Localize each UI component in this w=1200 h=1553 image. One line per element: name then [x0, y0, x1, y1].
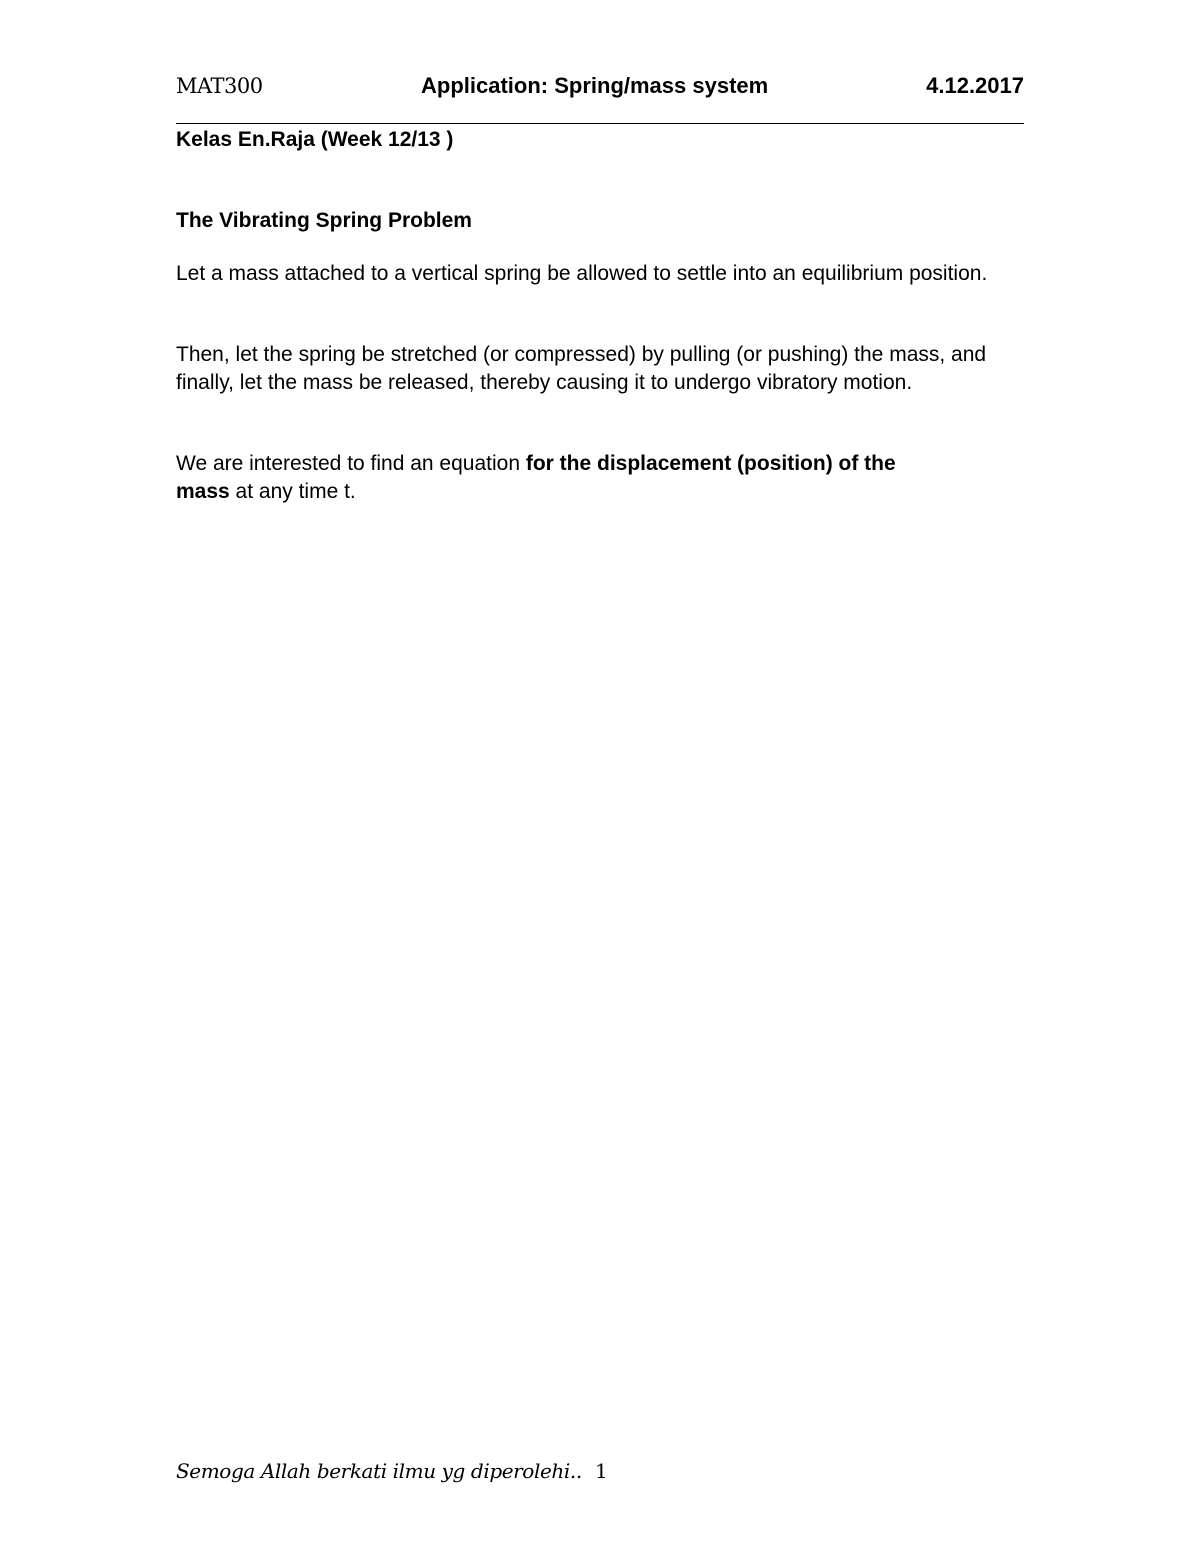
- paragraph-objective: [176, 450, 1006, 505]
- header-date: 4.12.2017: [926, 73, 1024, 98]
- section-title: The Vibrating Spring Problem: [176, 209, 472, 232]
- page-number: 1: [595, 1459, 608, 1483]
- page-header: [176, 70, 1024, 102]
- course-code: MAT300: [176, 74, 263, 98]
- page-footer: [176, 1454, 776, 1488]
- class-subheading: Kelas En.Raja (Week 12/13 ): [176, 128, 454, 151]
- paragraph-release: Then, let the spring be stretched (or compressed) by pulling (or pushing) the mass, and finally, let the mass be released, thereby causing it to undergo vibratory motion.: [176, 343, 987, 394]
- paragraph-equilibrium: Let a mass attached to a vertical spring be allowed to settle into an equilibrium position.: [176, 262, 988, 285]
- header-divider: [176, 123, 1024, 124]
- header-title: Application: Spring/mass system: [421, 73, 769, 98]
- objective-suffix: at any time t.: [229, 479, 356, 503]
- objective-bold-mass: mass: [176, 479, 230, 503]
- objective-prefix: We are interested to find an equation: [176, 452, 526, 475]
- objective-bold-phrase: for the displacement (position) of the: [525, 452, 896, 475]
- footer-blessing: Semoga Allah berkati ilmu yg diperolehi..: [176, 1459, 582, 1483]
